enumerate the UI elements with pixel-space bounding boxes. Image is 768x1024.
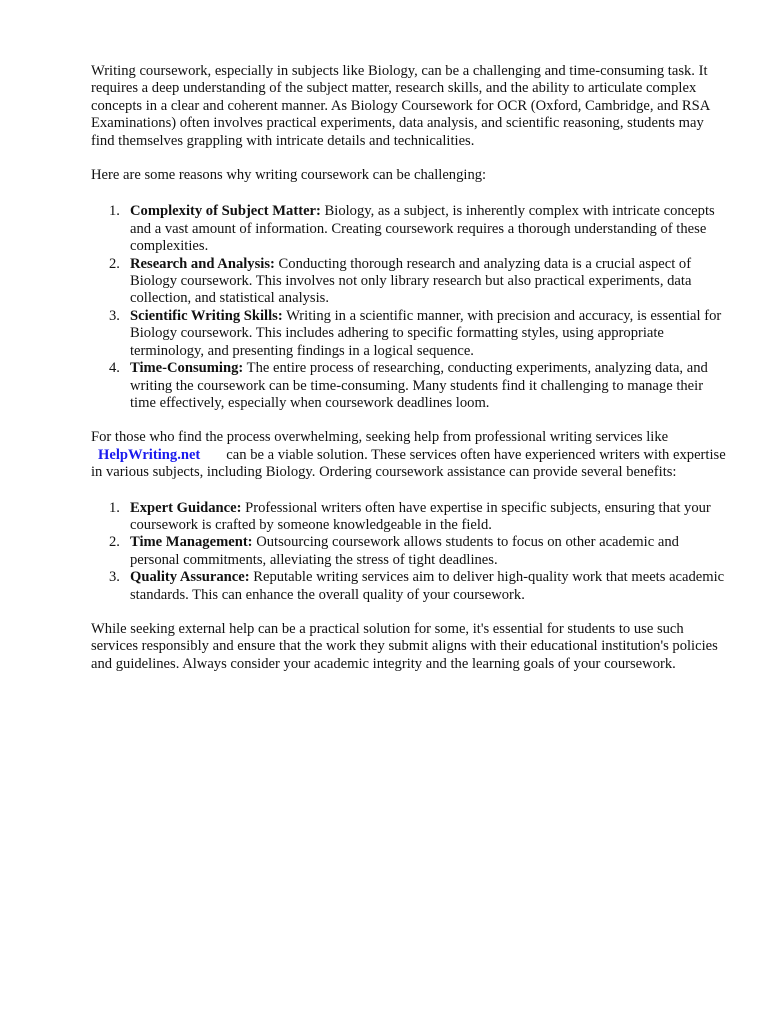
benefits-list bbox=[91, 500, 726, 604]
help-text-after: can be a viable solution. These services often have experienced writers with expertise in various subjects, including Biology. Ordering coursework assistance can provide several benefits: bbox=[91, 446, 726, 481]
list-text: Biology, as a subject, is inherently complex with intricate concepts and a vast amount of information. Creating coursework requires a thorough understanding of these complexities. bbox=[130, 203, 715, 255]
document-page bbox=[91, 63, 726, 691]
list-term: Time Management: bbox=[130, 534, 253, 551]
list-item bbox=[91, 534, 726, 569]
list-number: 1. bbox=[109, 203, 120, 220]
list-item bbox=[91, 203, 726, 255]
list-number: 2. bbox=[109, 534, 120, 551]
list-term: Time-Consuming: bbox=[130, 360, 244, 377]
list-term: Complexity of Subject Matter: bbox=[130, 203, 321, 220]
reasons-heading: Here are some reasons why writing coursework can be challenging: bbox=[91, 167, 487, 184]
reasons-list bbox=[91, 203, 726, 412]
list-item bbox=[91, 256, 726, 308]
list-term: Research and Analysis: bbox=[130, 255, 275, 272]
help-paragraph bbox=[91, 429, 726, 481]
intro-paragraph: Writing coursework, especially in subjects like Biology, can be a challenging and time-consuming task. It requires a deep understanding of the subject matter, research skills, and the ability to articulate complex concepts in a clear and coherent manner. As Biology Coursework for OCR (Oxford, Cambridge, and RSA Examinations) often involves practical experiments, data analysis, and scientific reasoning, students may find themselves grappling with intricate details and technicalities. bbox=[91, 63, 710, 149]
list-term: Quality Assurance: bbox=[130, 569, 250, 586]
list-number: 2. bbox=[109, 255, 120, 272]
helpwriting-link[interactable]: HelpWriting.net bbox=[98, 446, 201, 463]
list-term: Scientific Writing Skills: bbox=[130, 307, 283, 324]
list-number: 3. bbox=[109, 307, 120, 324]
list-item bbox=[91, 569, 726, 604]
list-number: 4. bbox=[109, 360, 120, 377]
list-text: Writing in a scientific manner, with precision and accuracy, is essential for Biology coursework. This includes adhering to specific formatting styles, using appropriate terminology, and presenting findings in a logical sequence. bbox=[130, 307, 722, 359]
list-text: Conducting thorough research and analyzing data is a crucial aspect of Biology coursework. This involves not only library research but also practical experiments, data collection, and statistical analysis. bbox=[130, 255, 692, 307]
list-number: 1. bbox=[109, 499, 120, 516]
closing-paragraph: While seeking external help can be a practical solution for some, it's essential for students to use such services responsibly and ensure that the work they submit aligns with their educational institution's policies and guidelines. Always consider your academic integrity and the learning goals of your coursework. bbox=[91, 620, 718, 672]
list-number: 3. bbox=[109, 569, 120, 586]
list-text: Outsourcing coursework allows students to focus on other academic and personal commitments, alleviating the stress of tight deadlines. bbox=[130, 534, 679, 568]
list-item bbox=[91, 500, 726, 535]
list-term: Expert Guidance: bbox=[130, 499, 242, 516]
list-text: The entire process of researching, conducting experiments, analyzing data, and writing the coursework can be time-consuming. Many students find it challenging to manage their time effectively, especially when coursework deadlines loom. bbox=[130, 360, 708, 411]
list-item bbox=[91, 360, 726, 412]
list-text: Professional writers often have expertise in specific subjects, ensuring that your coursework is crafted by someone knowledgeable in the field. bbox=[130, 499, 711, 533]
list-text: Reputable writing services aim to deliver high-quality work that meets academic standards. This can enhance the overall quality of your coursework. bbox=[130, 569, 725, 603]
list-item bbox=[91, 308, 726, 360]
help-text-before: For those who find the process overwhelming, seeking help from professional writing services like bbox=[91, 429, 669, 446]
